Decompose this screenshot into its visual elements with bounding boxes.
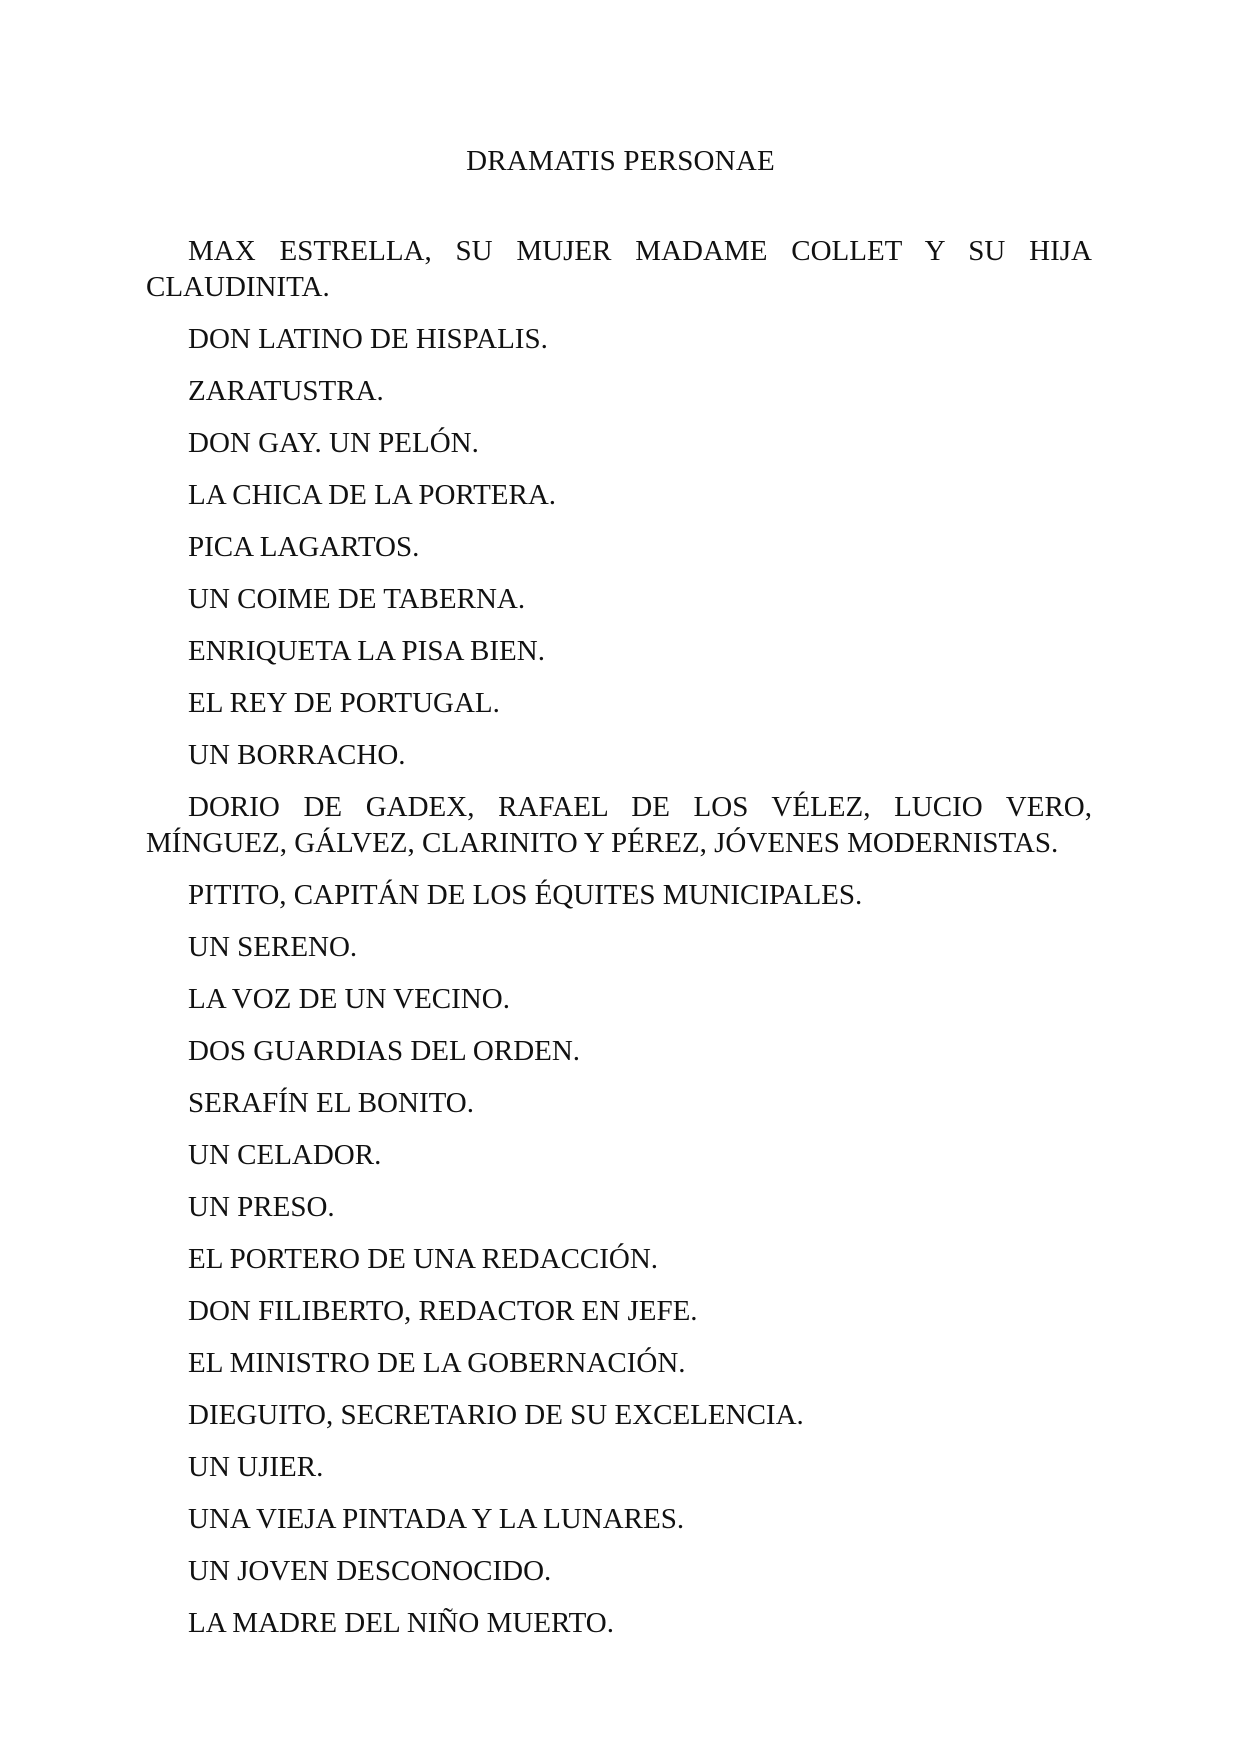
list-item: EL MINISTRO DE LA GOBERNACIÓN.	[188, 1347, 686, 1379]
list-item: DIEGUITO, SECRETARIO DE SU EXCELENCIA.	[188, 1399, 804, 1431]
list-item: SERAFÍN EL BONITO.	[188, 1087, 474, 1119]
list-item: UN COIME DE TABERNA.	[188, 583, 526, 615]
list-item: UN SERENO.	[188, 931, 358, 963]
list-item: UN BORRACHO.	[188, 739, 406, 771]
list-item: UN PRESO.	[188, 1191, 335, 1223]
list-item: UN JOVEN DESCONOCIDO.	[188, 1555, 552, 1587]
list-item: DON FILIBERTO, REDACTOR EN JEFE.	[188, 1295, 698, 1327]
list-item: PICA LAGARTOS.	[188, 531, 420, 563]
list-item: UNA VIEJA PINTADA Y LA LUNARES.	[188, 1503, 685, 1535]
list-item: DOS GUARDIAS DEL ORDEN.	[188, 1035, 581, 1067]
list-item: LA MADRE DEL NIÑO MUERTO.	[188, 1607, 614, 1639]
list-item: EL REY DE PORTUGAL.	[188, 687, 500, 719]
list-item: ENRIQUETA LA PISA BIEN.	[188, 635, 545, 667]
list-item: LA CHICA DE LA PORTERA.	[188, 479, 557, 511]
list-item: UN UJIER.	[188, 1451, 324, 1483]
list-item: DORIO DE GADEX, RAFAEL DE LOS VÉLEZ, LUCIO VERO, MÍNGUEZ, GÁLVEZ, CLARINITO Y PÉREZ, JÓVENES MODERNISTAS.	[146, 791, 1092, 859]
list-item: LA VOZ DE UN VECINO.	[188, 983, 510, 1015]
character-list	[146, 233, 1092, 1657]
list-item: DON GAY. UN PELÓN.	[188, 427, 479, 459]
page-title: DRAMATIS PERSONAE	[466, 145, 775, 177]
list-item: PITITO, CAPITÁN DE LOS ÉQUITES MUNICIPALES.	[188, 879, 863, 911]
list-item: UN CELADOR.	[188, 1139, 382, 1171]
list-item: EL PORTERO DE UNA REDACCIÓN.	[188, 1243, 659, 1275]
list-item: MAX ESTRELLA, SU MUJER MADAME COLLET Y SU HIJA CLAUDINITA.	[146, 235, 1092, 303]
list-item: DON LATINO DE HISPALIS.	[188, 323, 548, 355]
list-item: ZARATUSTRA.	[188, 375, 384, 407]
